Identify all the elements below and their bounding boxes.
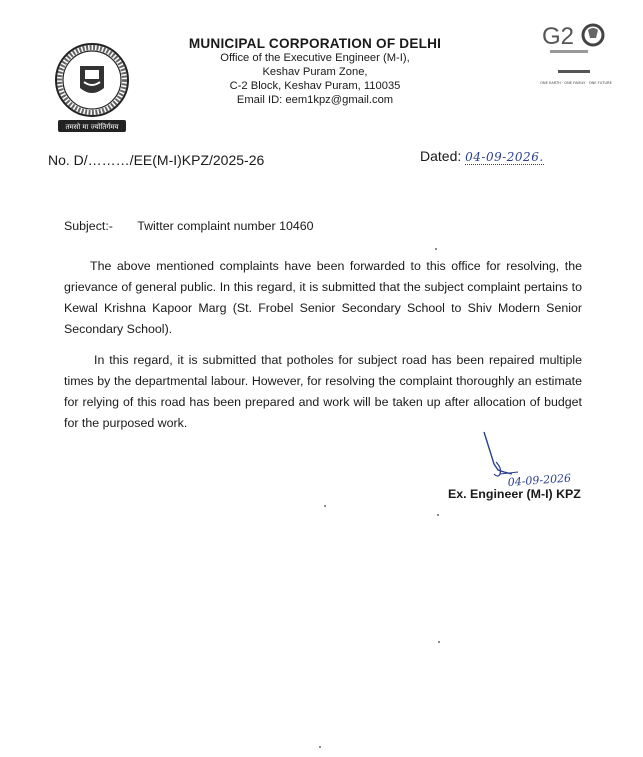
body-paragraph-1: The above mentioned complaints have been forwarded to this office for resolving, the grievance of general public. In this regard, it is submitted that the subject complaint pertains to Kewal Krishna Kapoor Marg (St. Frobel Senior Secondary School to Shiv Modern Senior Secondary School).	[64, 259, 582, 336]
svg-text:G2: G2	[542, 23, 575, 50]
dated-label: Dated:	[420, 148, 462, 164]
logo-motto: तमसो मा ज्योतिर्गमय	[65, 123, 119, 131]
subject-line	[64, 219, 314, 233]
g20-tagline: ONE EARTH · ONE FAMILY · ONE FUTURE	[540, 81, 612, 85]
org-name: MUNICIPAL CORPORATION OF DELHI	[188, 36, 442, 51]
signature-date: 04-09-2026	[507, 471, 572, 489]
designation: Ex. Engineer (M-I) KPZ	[448, 487, 581, 501]
dated-value: 04-09-2026.	[465, 150, 544, 164]
office-line: Office of the Executive Engineer (M-I),	[220, 52, 410, 64]
scan-speck	[319, 746, 321, 748]
zone-line: Keshav Puram Zone,	[262, 66, 368, 78]
signature	[478, 428, 598, 490]
scan-speck	[435, 248, 437, 250]
scan-speck	[438, 641, 440, 643]
mcd-logo	[52, 42, 132, 134]
email-line: Email ID: eem1kpz@gmail.com	[236, 94, 394, 106]
g20-logo	[536, 16, 616, 96]
reference-number: No. D/………/EE(M-I)KPZ/2025-26	[48, 152, 265, 168]
scan-speck	[437, 514, 439, 516]
subject-text: Twitter complaint number 10460	[137, 219, 314, 233]
scan-speck	[324, 505, 326, 507]
address-line: C-2 Block, Keshav Puram, 110035	[229, 80, 401, 92]
body-paragraph-2: In this regard, it is submitted that potholes for subject road has been repaired multiple times by the departmental labour. However, for resolving the complaint thoroughly an estimate for relying of this road has been prepared and work will be taken up after allocation of budget for the purposed work.	[64, 353, 582, 430]
subject-label: Subject:-	[64, 219, 113, 233]
letterhead	[150, 36, 480, 107]
date-field	[420, 148, 544, 164]
